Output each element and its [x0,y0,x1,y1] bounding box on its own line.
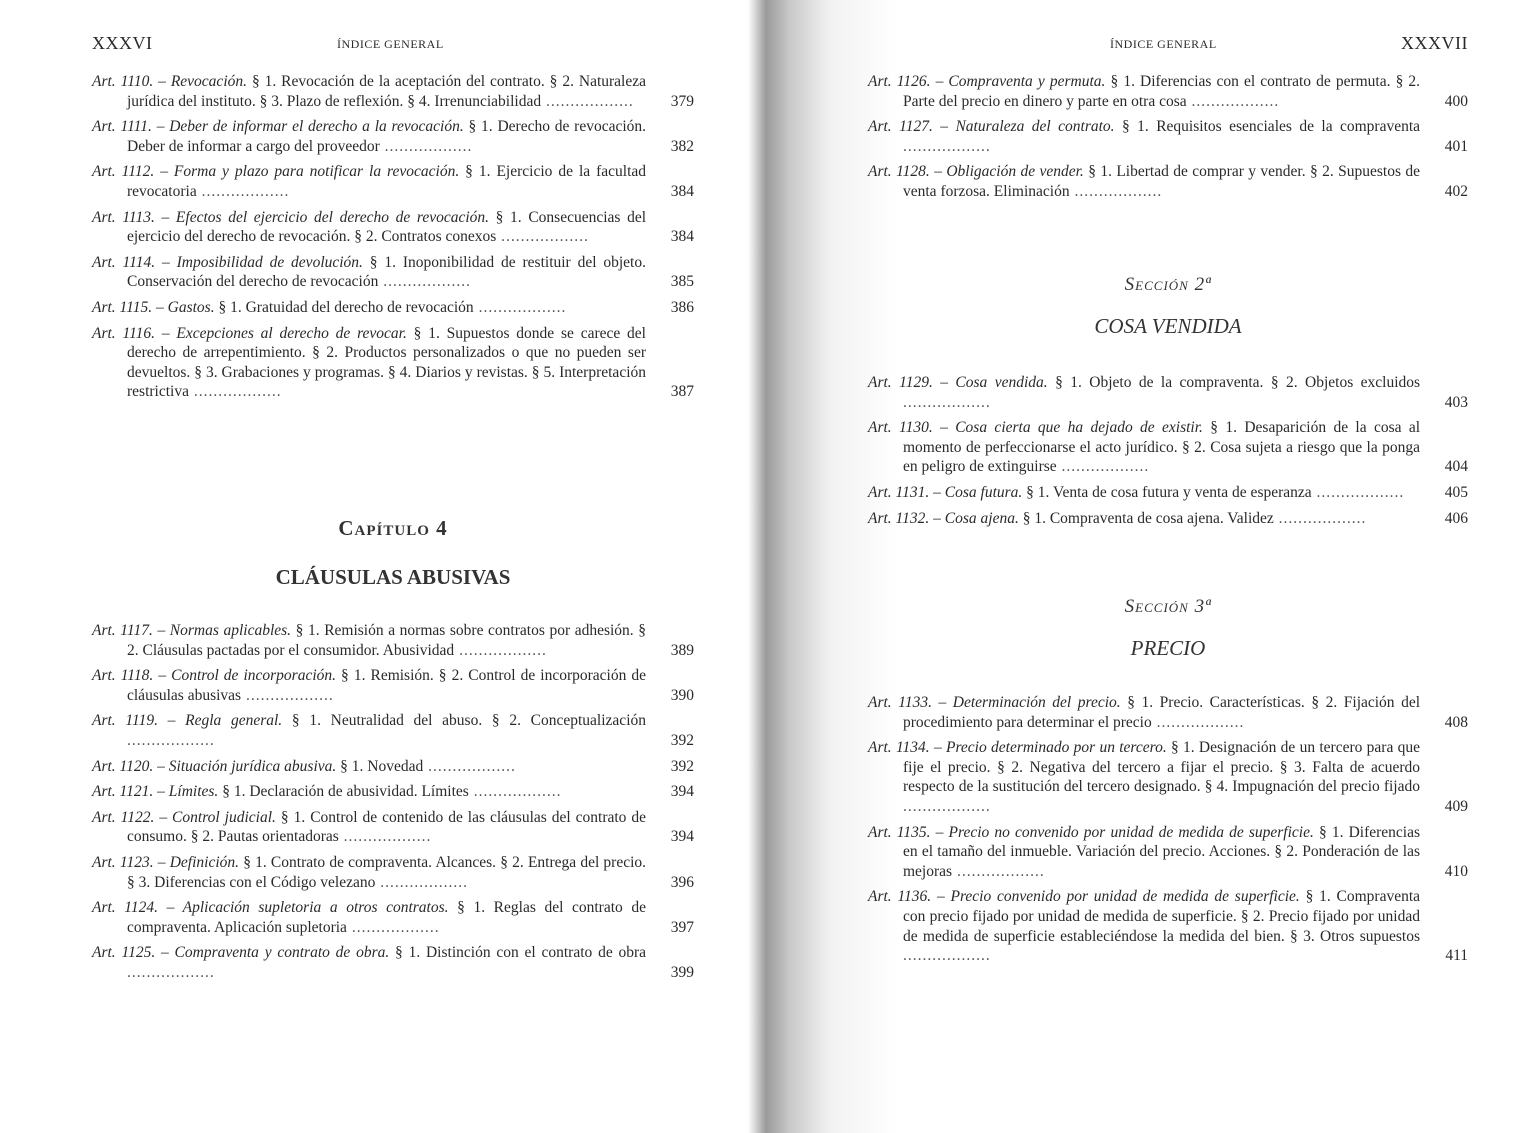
article-title: – Gastos. [156,298,215,316]
toc-page-number: 397 [670,918,694,936]
toc-page-number: 406 [1444,509,1468,527]
toc-page-number: 390 [670,686,694,704]
right-block-3 [868,693,1468,972]
article-summary: § 1. Diferencias con el contrato de permuta. § 2. Parte del precio en dinero y parte en otra cosa [903,73,1421,110]
article-summary: § 1. Supuestos donde se carece del derecho de arrepentimiento. § 2. Productos personalizados o que no pueden ser devueltos. § 3. Grabaciones y programas. § 4. Diarios y revistas. § 5. Interpretación restrictiva [127,324,646,401]
right-block-1 [868,72,1468,208]
article-title: – Cosa futura. [933,483,1023,501]
article-summary: § 1. Designación de un tercero para que fije el precio. § 2. Negativa del tercero a fijar el precio. § 3. Falta de acuerdo respecto de la sustitución del tercero designado. § 4. Impugnación del precio fijado [903,739,1420,796]
toc-entry [92,943,694,982]
article-number: Art. 1134. [868,739,930,757]
article-number: Art. 1115. [92,298,153,316]
toc-entry-text [92,253,646,292]
leader-dots: .................. [903,393,991,411]
toc-entry [868,509,1468,529]
article-summary: § 1. Ejercicio de la facultad revocatoria [127,163,647,200]
article-number: Art. 1129. [868,374,933,391]
right-block-2 [868,373,1468,534]
toc-entry-text [868,693,1421,732]
article-number: Art. 1133. [868,694,932,711]
toc-page-number: 384 [670,228,694,246]
toc-page-number: 396 [670,873,694,891]
toc-entry [92,711,694,750]
toc-entry-text [868,162,1421,201]
toc-page-number: 404 [1444,458,1468,476]
section-3-label: Sección 3ª [1124,596,1212,617]
right-running-title: ÍNDICE GENERAL [1110,37,1217,51]
article-number: Art. 1135. [868,823,931,841]
article-title: – Compraventa y permuta. [935,73,1106,90]
toc-page-number: 405 [1444,483,1468,501]
toc-entry [868,373,1468,412]
toc-page-number: 400 [1444,92,1468,110]
toc-entry [92,898,694,937]
article-summary: § 1. Derecho de revocación. Deber de informar a cargo del proveedor [127,118,647,155]
left-running-title: ÍNDICE GENERAL [337,37,444,51]
toc-entry [868,418,1468,477]
left-block-2 [92,621,694,989]
article-title: – Cosa vendida. [940,374,1048,391]
leader-dots: .................. [379,137,473,155]
toc-entry [868,117,1468,156]
left-page-number: XXXVI [92,33,153,53]
article-title: – Imposibilidad de devolución. [161,253,363,271]
article-summary: § 1. Novedad [340,757,424,775]
toc-entry-text [92,117,647,156]
toc-page-number: 389 [670,641,694,659]
article-title: – Compraventa y contrato de obra. [161,944,390,962]
article-summary: § 1. Desaparición de la cosa al momento de perfeccionarse el acto jurídico. § 2. Cosa sujeta a riesgo que la ponga en peligro de extinguirse [903,419,1421,476]
article-number: Art. 1111. [92,118,152,136]
leader-dots: .................. [1056,458,1150,476]
article-number: Art. 1126. [868,73,931,90]
left-page-header [92,33,694,57]
article-title: – Revocación. [158,73,247,90]
article-number: Art. 1110. [92,73,154,90]
leader-dots: .................. [338,828,432,846]
toc-entry [868,693,1468,732]
article-title: – Efectos del ejercicio del derecho de revocación. [161,208,490,226]
article-number: Art. 1131. [868,483,930,501]
article-summary: § 1. Distinción con el contrato de obra [395,944,647,962]
article-summary: § 1. Control de contenido de las cláusulas del contrato de consumo. § 2. Pautas orientadoras [127,808,647,846]
left-block-1 [92,72,694,408]
toc-entry-text [92,621,647,660]
toc-entry [92,324,694,402]
leader-dots: .................. [903,797,991,815]
toc-page-number: 403 [1444,393,1468,411]
right-page-number: XXXVII [1401,33,1468,53]
toc-page-number: 402 [1444,182,1468,200]
article-title: – Cosa cierta que ha dejado de existir. [940,419,1203,437]
article-summary: § 1. Compraventa con precio fijado por unidad de medida de superficie. § 2. Precio fijado por unidad de medida de superficie estableciéndose la medida del bien. § 3. Otros supuestos [903,888,1421,945]
article-title: – Definición. [157,853,240,871]
toc-page-number: 410 [1444,862,1468,880]
toc-entry [868,483,1468,503]
toc-page-number: 408 [1444,713,1468,731]
leader-dots: .................. [1273,509,1367,527]
article-number: Art. 1125. [92,944,156,962]
toc-page-number: 392 [670,731,694,749]
toc-entry [92,782,694,802]
toc-page-number: 401 [1444,137,1468,155]
toc-entry [92,621,694,660]
article-number: Art. 1127. [868,118,933,136]
article-summary: § 1. Contrato de compraventa. Alcances. § 2. Entrega del precio. § 3. Diferencias con el Código velezano [127,853,647,891]
toc-entry-text [92,162,647,201]
leader-dots: .................. [346,918,440,936]
toc-entry-text [868,72,1421,111]
toc-entry-text [92,808,647,847]
toc-entry-text [92,208,647,247]
article-number: Art. 1123. [92,853,154,871]
article-summary: § 1. Precio. Características. § 2. Fijación del procedimiento para determinar el precio [903,694,1421,731]
toc-entry [92,808,694,847]
toc-entry-text [868,738,1420,816]
chapter-4-heading [92,516,694,590]
section-2-label: Sección 2ª [1124,274,1212,295]
article-summary: § 1. Inoponibilidad de restituir del objeto. Conservación del derecho de revocación [127,253,646,291]
toc-entry-text [92,898,646,937]
toc-entry [868,738,1468,816]
article-number: Art. 1116. [92,324,156,342]
article-number: Art. 1122. [92,808,155,826]
toc-entry-text [92,757,646,777]
article-number: Art. 1118. [92,667,154,685]
article-title: – Precio determinado por un tercero. [933,739,1167,757]
leader-dots: .................. [541,92,634,110]
toc-entry-text [92,298,646,318]
toc-entry-text [868,887,1421,965]
article-summary: § 1. Libertad de comprar y vender. § 2. Supuestos de venta forzosa. Eliminación [903,163,1421,200]
leader-dots: .................. [375,873,468,891]
article-title: – Naturaleza del contrato. [940,118,1115,136]
toc-page-number: 387 [670,383,694,401]
toc-entry-text [92,711,646,750]
article-title: – Obligación de vender. [934,163,1084,181]
leader-dots: .................. [473,298,567,316]
article-summary: § 1. Requisitos esenciales de la compraventa [1121,118,1421,136]
leader-dots: .................. [468,783,562,801]
leader-dots: .................. [903,137,991,155]
article-number: Art. 1119. [92,712,158,730]
article-title: – Excepciones al derecho de revocar. [161,324,407,342]
section-2-heading [868,274,1468,339]
article-summary: § 1. Venta de cosa futura y venta de esperanza [1026,483,1312,501]
toc-entry [868,72,1468,111]
toc-page-number: 394 [670,828,694,846]
toc-entry-text [868,483,1420,503]
article-title: – Forma y plazo para notificar la revocación. [160,163,460,181]
article-title: – Control de incorporación. [158,667,337,685]
section-3-title: PRECIO [1130,636,1206,660]
leader-dots: .................. [952,862,1045,880]
leader-dots: .................. [127,963,215,981]
toc-page-number: 409 [1444,797,1468,815]
toc-entry [868,823,1468,882]
toc-entry-text [868,418,1421,477]
toc-entry [92,117,694,156]
chapter-title: CLÁUSULAS ABUSIVAS [275,565,511,589]
toc-entry [92,72,694,111]
article-summary: § 1. Remisión. § 2. Control de incorporación de cláusulas abusivas [127,667,647,704]
article-title: – Deber de informar el derecho a la revocación. [156,118,464,136]
toc-entry-text [92,666,647,705]
article-title: – Regla general. [167,712,283,730]
toc-entry [92,853,694,892]
article-number: Art. 1113. [92,208,155,226]
article-number: Art. 1128. [868,163,930,181]
toc-entry-text [868,373,1421,412]
toc-entry-text [92,782,646,802]
toc-page-number: 399 [670,963,694,981]
article-number: Art. 1132. [868,509,930,527]
article-title: – Precio no convenido por unidad de medida de superficie. [935,823,1314,841]
toc-entry [92,162,694,201]
leader-dots: .................. [1151,713,1245,731]
toc-entry [92,666,694,705]
leader-dots: .................. [496,228,589,246]
article-summary: § 1. Gratuidad del derecho de revocación [218,298,474,316]
article-number: Art. 1136. [868,888,932,906]
leader-dots: .................. [454,641,547,659]
article-title: – Cosa ajena. [933,509,1019,527]
article-title: – Control judicial. [159,808,276,826]
toc-page-number: 386 [670,298,694,316]
leader-dots: .................. [1069,182,1163,200]
right-page-header [868,33,1468,57]
right-page [868,0,1468,1133]
leader-dots: .................. [196,182,290,200]
leader-dots: .................. [1186,92,1280,110]
article-title: – Precio convenido por unidad de medida de superficie. [936,888,1300,906]
toc-entry [92,757,694,777]
article-number: Art. 1117. [92,622,153,639]
toc-entry-text [92,943,647,982]
toc-page-number: 384 [670,182,694,200]
toc-entry-text [868,117,1421,156]
left-page [92,0,694,1133]
toc-page-number: 382 [670,137,694,155]
toc-entry-text [92,72,647,111]
toc-entry [868,162,1468,201]
leader-dots: .................. [241,686,334,704]
leader-dots: .................. [378,273,471,291]
leader-dots: .................. [188,383,282,401]
article-title: – Normas aplicables. [157,622,292,639]
leader-dots: .................. [127,731,215,749]
article-title: – Determinación del precio. [938,694,1121,711]
article-summary: § 1. Consecuencias del ejercicio del derecho de revocación. § 2. Contratos conexos [127,208,647,246]
leader-dots: .................. [903,947,991,965]
toc-entry [868,887,1468,965]
article-summary: § 1. Compraventa de cosa ajena. Validez [1022,509,1274,527]
article-number: Art. 1121. [92,783,154,801]
toc-entry [92,298,694,318]
toc-page-number: 394 [670,783,694,801]
toc-entry-text [92,853,647,892]
article-number: Art. 1114. [92,253,156,271]
article-number: Art. 1124. [92,899,158,917]
article-title: – Aplicación supletoria a otros contratos. [166,899,449,917]
toc-entry [92,208,694,247]
toc-page-number: 385 [670,273,694,291]
toc-entry [92,253,694,292]
article-summary: § 1. Remisión a normas sobre contratos por adhesión. § 2. Cláusulas pactadas por el consumidor. Abusividad [127,622,647,659]
toc-entry-text [92,324,646,402]
leader-dots: .................. [1311,483,1405,501]
toc-page-number: 392 [670,757,694,775]
toc-page-number: 379 [670,92,694,110]
article-summary: § 1. Objeto de la compraventa. § 2. Objetos excluidos [1055,374,1421,391]
section-3-heading [868,596,1468,661]
article-summary: § 1. Reglas del contrato de compraventa. Aplicación supletoria [127,899,646,936]
article-summary: § 1. Diferencias en el tamaño del inmueble. Variación del precio. Acciones. § 2. Ponderación de las mejoras [903,823,1421,880]
article-number: Art. 1112. [92,163,155,181]
toc-entry-text [868,509,1420,529]
leader-dots: .................. [423,757,516,775]
article-number: Art. 1120. [92,757,154,775]
article-summary: § 1. Neutralidad del abuso. § 2. Conceptualización [291,712,646,730]
chapter-label: Capítulo 4 [338,516,448,540]
article-summary: § 1. Declaración de abusividad. Límites [222,783,469,801]
article-number: Art. 1130. [868,419,933,437]
toc-entry-text [868,823,1421,882]
section-2-title: COSA VENDIDA [1094,314,1242,338]
article-title: – Límites. [157,783,219,801]
article-title: – Situación jurídica abusiva. [157,757,337,775]
toc-page-number: 411 [1445,947,1468,965]
article-summary: § 1. Revocación de la aceptación del contrato. § 2. Naturaleza jurídica del instituto. § 3. Plazo de reflexión. § 4. Irrenunciabilidad [127,73,647,110]
